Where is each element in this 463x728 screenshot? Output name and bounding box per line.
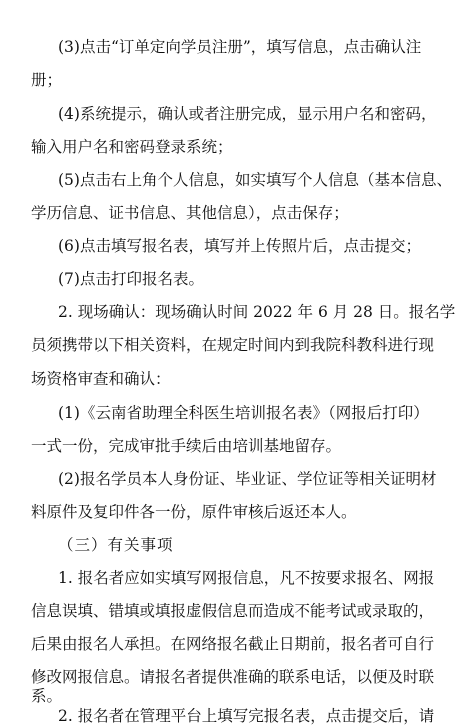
paragraph-line: 册； — [31, 71, 63, 89]
paragraph-line: (7)点击打印报名表。 — [58, 270, 204, 288]
paragraph-line: 后果由报名人承担。在网络报名截止日期前，报名者可自行 — [31, 635, 435, 653]
paragraph-line: 一式一份，完成审批手续后由培训基地留存。 — [31, 437, 342, 455]
paragraph-line: (4)系统提示，确认或者注册完成，显示用户名和密码， — [58, 105, 437, 123]
section-heading: （三）有关事项 — [58, 536, 174, 554]
paragraph-line: 信息误填、错填或填报虚假信息而造成不能考试或录取的， — [31, 602, 435, 620]
paragraph-line: 修改网报信息。请报名者提供准确的联系电话，以便及时联 — [31, 668, 435, 686]
paragraph-line: 2. 现场确认：现场确认时间 2022 年 6 月 28 日。报名学 — [58, 303, 456, 321]
paragraph-line: (3)点击“订单定向学员注册”，填写信息，点击确认注 — [58, 38, 422, 56]
paragraph-line: (5)点击右上角个人信息，如实填写个人信息（基本信息、 — [58, 171, 452, 189]
paragraph-line: (6)点击填写报名表，填写并上传照片后，点击提交； — [58, 237, 421, 255]
paragraph-line: (2)报名学员本人身份证、毕业证、学位证等相关证明材 — [58, 470, 437, 488]
paragraph-line: 1. 报名者应如实填写网报信息，凡不按要求报名、网报 — [58, 569, 435, 587]
paragraph-line: 输入用户名和密码登录系统； — [31, 138, 233, 156]
paragraph-line: 系。 — [31, 687, 63, 705]
paragraph-line: (1)《云南省助理全科医生培训报名表》（网报后打印） — [58, 404, 429, 422]
paragraph-line: 2. 报名者在管理平台上填写完报名表，点击提交后，请 — [58, 707, 435, 725]
paragraph-line: 学历信息、证书信息、其他信息），点击保存； — [31, 204, 349, 222]
paragraph-line: 场资格审查和确认： — [31, 370, 171, 388]
paragraph-line: 员须携带以下相关资料，在规定时间内到我院科教科进行现 — [31, 336, 435, 354]
paragraph-line: 料原件及复印件各一份，原件审核后返还本人。 — [31, 503, 357, 521]
